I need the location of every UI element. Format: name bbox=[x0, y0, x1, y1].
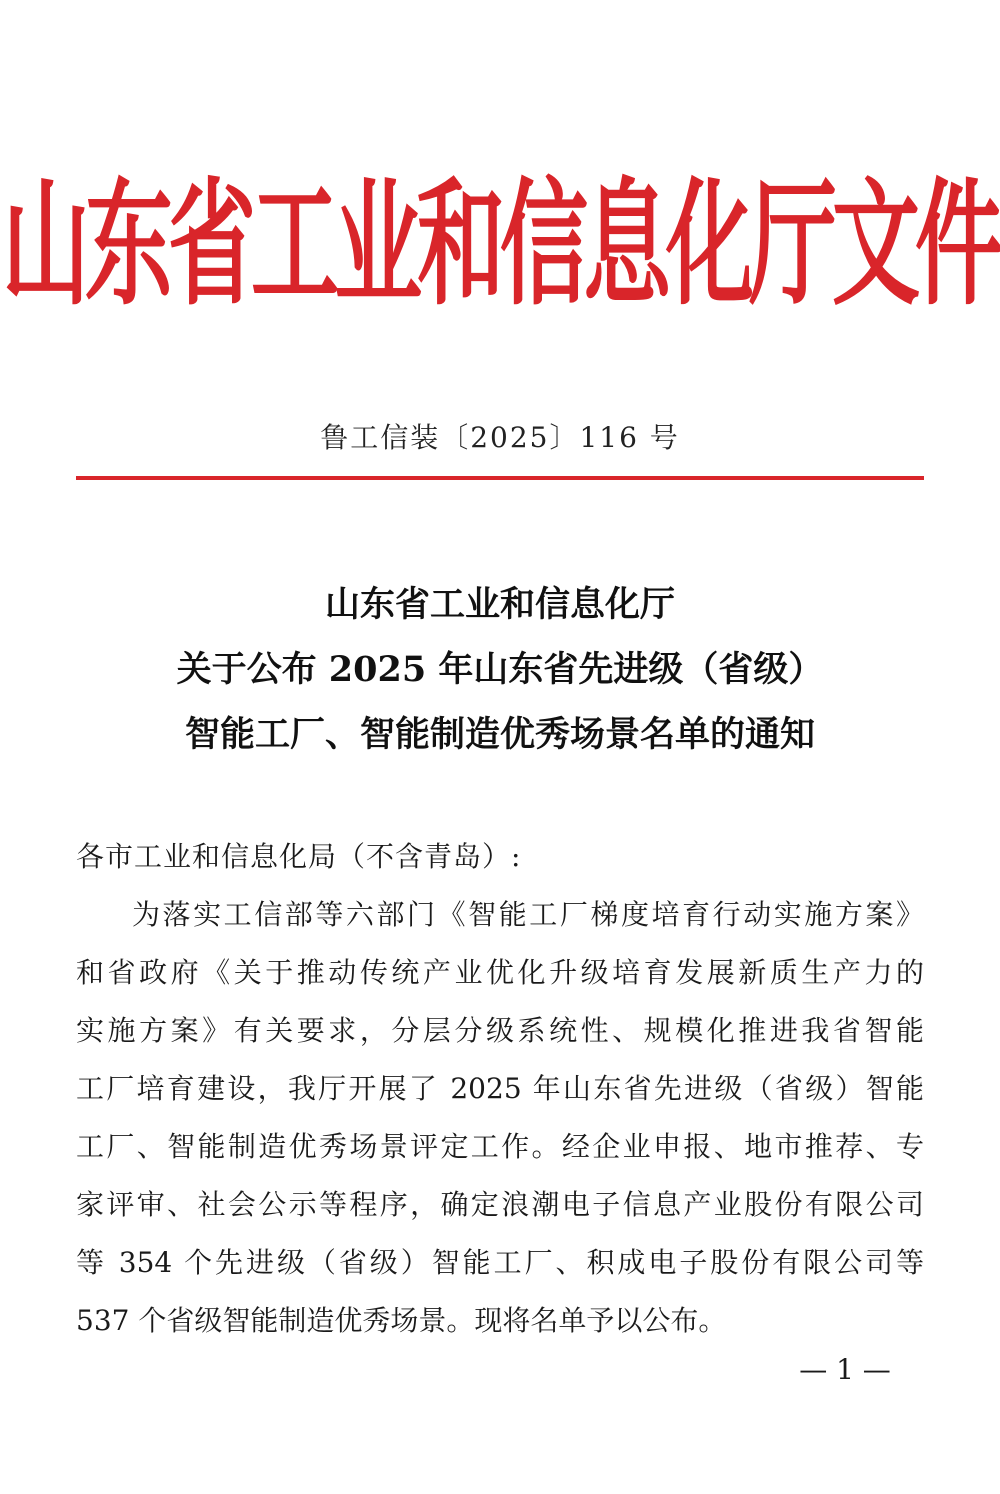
notice-title-line-1: 山东省工业和信息化厅 bbox=[324, 584, 675, 625]
body-paragraph-line: 和省政府《关于推动传统产业优化升级培育发展新质生产力的 bbox=[76, 956, 924, 989]
masthead-title: 山东省工业和信息化厅文件 bbox=[1, 164, 998, 325]
body-paragraph-line: 为落实工信部等六部门《智能工厂梯度培育行动实施方案》 bbox=[132, 898, 924, 931]
body-paragraph-line: 工厂、智能制造优秀场景评定工作。经企业申报、地市推荐、专 bbox=[76, 1130, 924, 1163]
body-paragraph-line: 工厂培育建设，我厅开展了 2025 年山东省先进级（省级）智能 bbox=[76, 1072, 924, 1105]
page-number: — 1 — bbox=[799, 1353, 891, 1386]
salutation: 各市工业和信息化局（不含青岛）: bbox=[76, 840, 522, 873]
body-paragraph-line: 537 个省级智能制造优秀场景。现将名单予以公布。 bbox=[76, 1304, 727, 1337]
notice-title-line-3: 智能工厂、智能制造优秀场景名单的通知 bbox=[184, 714, 815, 755]
red-divider-line bbox=[76, 476, 924, 480]
body-paragraph-line: 实施方案》有关要求，分层分级系统性、规模化推进我省智能 bbox=[76, 1014, 924, 1047]
notice-title-line-2: 关于公布 2025 年山东省先进级（省级） bbox=[176, 649, 824, 690]
body-paragraph-line: 等 354 个先进级（省级）智能工厂、积成电子股份有限公司等 bbox=[76, 1246, 924, 1279]
body-paragraph-line: 家评审、社会公示等程序，确定浪潮电子信息产业股份有限公司 bbox=[76, 1188, 924, 1221]
document-number: 鲁工信装〔2025〕116 号 bbox=[320, 421, 680, 454]
